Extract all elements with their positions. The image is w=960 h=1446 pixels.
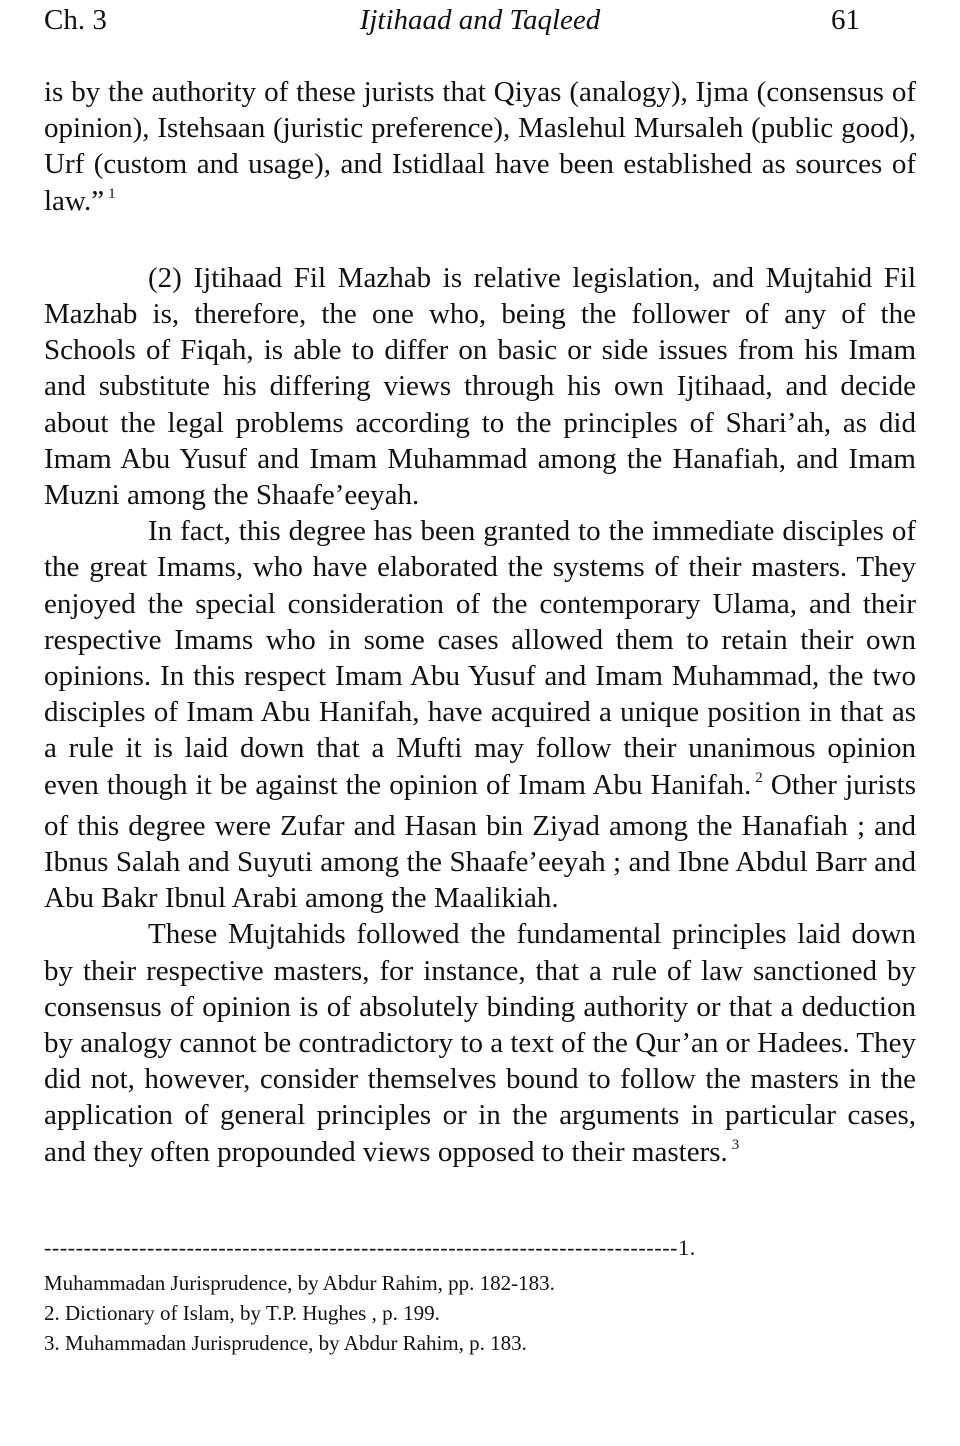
running-header <box>44 0 916 48</box>
paragraph-3 <box>44 513 916 916</box>
paragraph-4 <box>44 916 916 1174</box>
footnote-separator: --------------------------------------------------------------------------------1. <box>44 1235 696 1260</box>
paragraph-text: These Mujtahids followed the fundamental principles laid down by their respective masters, for instance, that a rule of law sanctioned by consensus of opinion is of absolutely binding authority or that a deduction by analogy cannot be contradictory to a text of the Qur’an or Hadees. They did not, however, consider themselves bound to follow the masters in the application of general principles or in the arguments in particular cases, and they often propounded views opposed to their masters. <box>44 918 916 1168</box>
footnote-ref-3: 3 <box>731 1136 740 1153</box>
footnote-1: Muhammadan Jurisprudence, by Abdur Rahim, pp. 182-183. <box>44 1271 555 1295</box>
footnote-2: 2. Dictionary of Islam, by T.P. Hughes , p. 199. <box>44 1301 440 1325</box>
paragraph-text-continued: Other jurists of this degree were Zufar and Hasan bin Ziyad among the Hanafiah ; and Ibnus Salah and Suyuti among the Shaafe’eeyah ; and Ibne Abdul Barr and Abu Bakr Ibnul Arabi among the Maalikiah. <box>44 768 917 915</box>
footnotes <box>44 1268 555 1358</box>
page-number: 61 <box>831 4 860 36</box>
running-title: Ijtihaad and Taqleed <box>359 4 601 36</box>
paragraph-2 <box>44 260 916 513</box>
footnote-ref-1: 1 <box>108 185 116 202</box>
footnote-ref-2: 2 <box>755 769 763 786</box>
body-text <box>44 74 916 1175</box>
paragraph-text: In fact, this degree has been granted to the immediate disciples of the great Imams, who have elaborated the systems of their masters. They enjoyed the special consideration of the contemporary Ulama, and their respective Imams who in some cases allowed them to retain their own opinions. In this respect Imam Abu Yusuf and Imam Muhammad, the two disciples of Imam Abu Hanifah, have acquired a unique position in that as a rule it is laid down that a Mufti may follow their unanimous opinion even though it be against the opinion of Imam Abu Hanifah. <box>44 515 916 801</box>
paragraph-text: (2) Ijtihaad Fil Mazhab is relative legislation, and Mujtahid Fil Mazhab is, therefore, the one who, being the follower of any of the Schools of Fiqah, is able to differ on basic or side issues from his Imam and substitute his differing views through his own Ijtihaad, and decide about the legal problems according to the principles of Shari’ah, as did Imam Abu Yusuf and Imam Muhammad among the Hanafiah, and Imam Muzni among the Shaafe’eeyah. <box>44 261 916 512</box>
paragraph-text: is by the authority of these jurists that Qiyas (analogy), Ijma (consensus of opinion), Istehsaan (juristic preference), Maslehul Mursaleh (public good), Urf (custom and usage), and Istidlaal have been established as sources of law.” <box>44 76 916 217</box>
footnote-3: 3. Muhammadan Jurisprudence, by Abdur Rahim, p. 183. <box>44 1331 527 1355</box>
book-page <box>44 0 917 1355</box>
paragraph-1 <box>44 74 916 224</box>
chapter-label: Ch. 3 <box>44 4 107 36</box>
